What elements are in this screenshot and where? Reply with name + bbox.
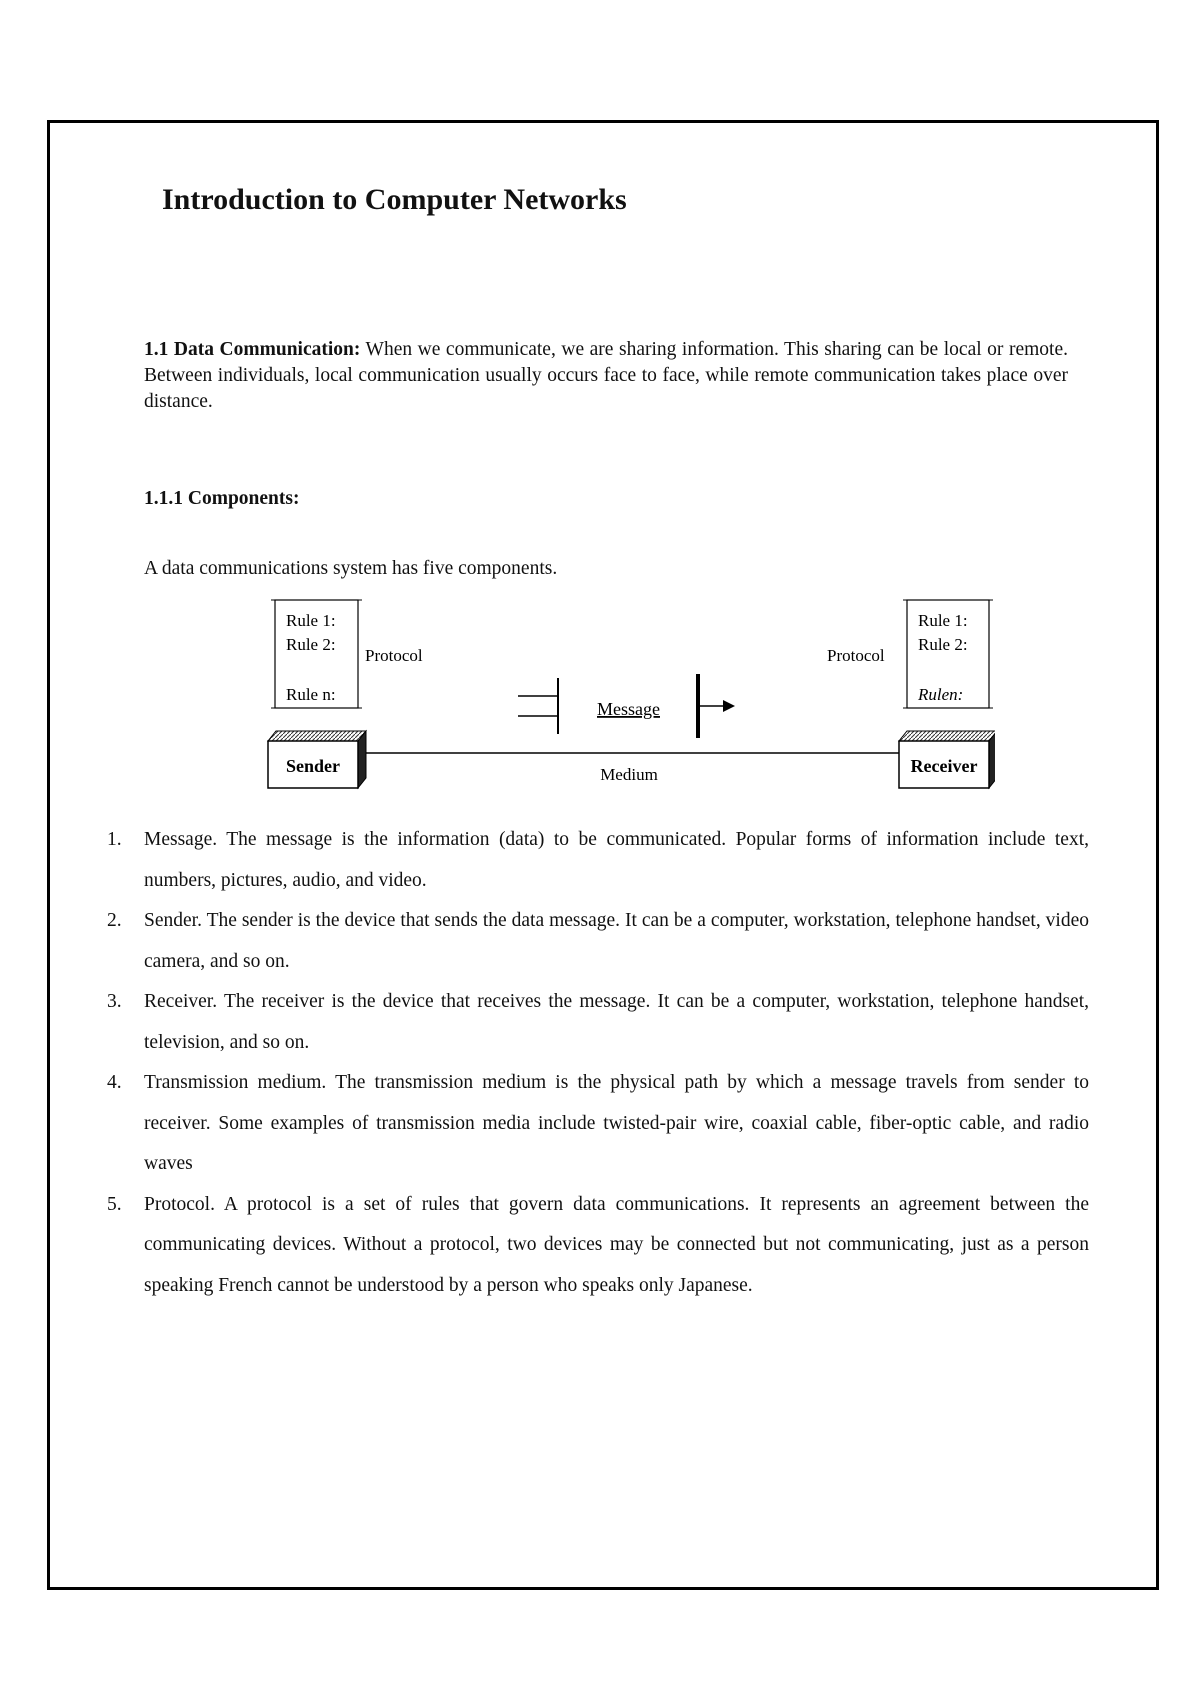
- section-text: When we communicate, we are sharing information. This sharing can be local or remote. Between individuals, local communication usually occurs face to face, while remote communication takes place over distance.: [144, 339, 1068, 412]
- data-communication-paragraph: [144, 337, 1068, 415]
- list-item-text: Transmission medium. The transmission medium is the physical path by which a message travels from sender to receiver. Some examples of transmission media include twisted-pair wire, coaxial cable, fiber-optic cable, and radio waves: [144, 1072, 1089, 1174]
- list-item-number: 1.: [107, 829, 122, 850]
- list-item-text: Receiver. The receiver is the device that receives the message. It can be a computer, workstation, telephone handset, television, and so on.: [144, 991, 1089, 1053]
- components-heading: 1.1.1 Components:: [144, 488, 300, 509]
- data-communication-diagram: [255, 598, 995, 794]
- sender-rules-box: [271, 600, 362, 708]
- list-item: [97, 1063, 1089, 1185]
- receiver-rule-n: Rulen:: [918, 685, 964, 704]
- components-intro: A data communications system has five components.: [144, 558, 558, 579]
- list-item-text: Protocol. A protocol is a set of rules that govern data communications. It represents an agreement between the communicating devices. Without a protocol, two devices may be connected but not communicating, just as a person speaking French cannot be understood by a person who speaks only Japanese.: [144, 1193, 1089, 1296]
- protocol-label-left: Protocol: [365, 646, 423, 665]
- protocol-label-right: Protocol: [827, 646, 885, 665]
- receiver-device: [899, 731, 995, 788]
- section-label: 1.1 Data Communication:: [144, 339, 361, 360]
- receiver-rules-box: [903, 600, 993, 708]
- list-item-number: 2.: [107, 910, 122, 931]
- list-item-number: 5.: [107, 1193, 122, 1215]
- message-label: Message: [597, 699, 660, 719]
- receiver-rule-2: Rule 2:: [918, 635, 968, 654]
- list-item-number: 3.: [107, 991, 122, 1012]
- list-item-text: Sender. The sender is the device that sends the data message. It can be a computer, workstation, telephone handset, video camera, and so on.: [144, 910, 1089, 972]
- list-item: [97, 820, 1089, 901]
- medium-label: Medium: [600, 765, 658, 784]
- sender-label: Sender: [286, 756, 340, 776]
- receiver-label: Receiver: [910, 756, 978, 776]
- page-title: Introduction to Computer Networks: [162, 183, 627, 216]
- sender-rule-n: Rule n:: [286, 685, 336, 704]
- list-item: [97, 1185, 1089, 1307]
- list-item: [97, 901, 1089, 982]
- receiver-rule-1: Rule 1:: [918, 611, 968, 630]
- list-item-text: Message. The message is the information (data) to be communicated. Popular forms of information include text, numbers, pictures, audio, and video.: [144, 829, 1089, 891]
- list-item-number: 4.: [107, 1072, 122, 1093]
- list-item: [97, 982, 1089, 1063]
- sender-rule-1: Rule 1:: [286, 611, 336, 630]
- components-list: [97, 820, 1089, 1306]
- arrow-icon: [723, 700, 735, 712]
- sender-device: [268, 731, 366, 788]
- sender-rule-2: Rule 2:: [286, 635, 336, 654]
